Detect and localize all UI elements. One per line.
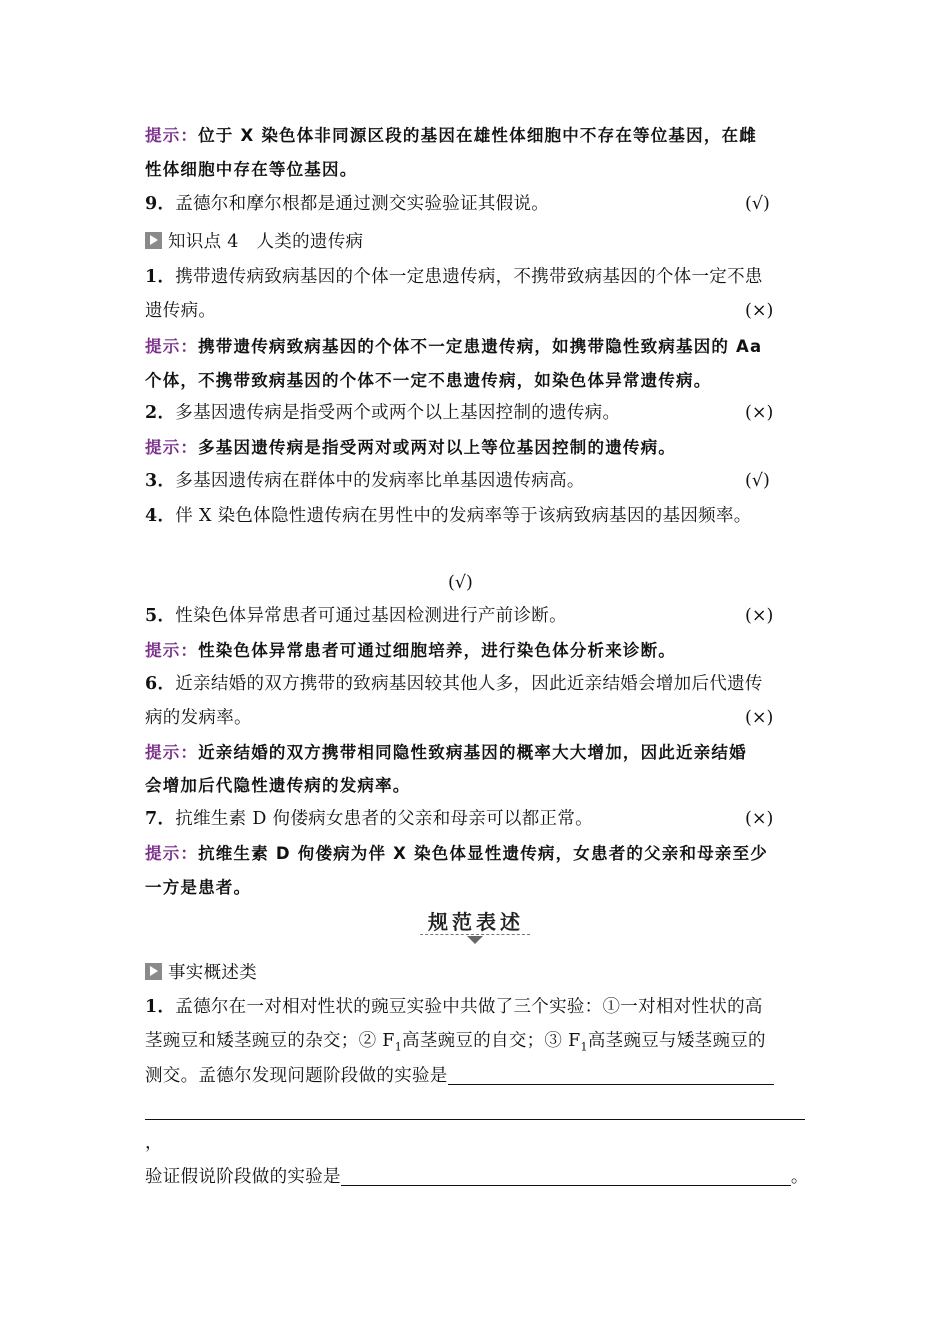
hint-text: 多基因遗传病是指受两对或两对以上等位基因控制的遗传病。 (198, 438, 677, 457)
question-text: 多基因遗传病是指受两个或两个以上基因控制的遗传病。 (175, 403, 621, 423)
question-text: 病的发病率。 (145, 708, 252, 728)
hint-line (145, 839, 815, 869)
section-title: 事实概述类 (168, 963, 257, 983)
answer-mark: (√) (448, 573, 473, 593)
question-text: 性染色体异常患者可通过基因检测进行产前诊断。 (175, 606, 567, 626)
answer-mark: (×) (745, 809, 774, 829)
question-text: 携带遗传病致病基因的个体一定患遗传病，不携带致病基因的个体一定不患 (175, 267, 763, 287)
question-text: 抗维生素 D 佝偻病女患者的父亲和母亲可以都正常。 (175, 809, 593, 829)
hint-text: 抗维生素 D 佝偻病为伴 X 染色体显性遗传病，女患者的父亲和母亲至少 (198, 844, 769, 863)
hint-line (145, 121, 815, 151)
question-1-cont (145, 296, 815, 326)
question-6 (145, 669, 815, 699)
question-number: 2． (145, 403, 176, 423)
exercise-1-line4 (145, 1096, 815, 1126)
question-5 (145, 601, 815, 631)
question-text: 验证假说阶段做的实验是 (145, 1167, 341, 1187)
hint-line (145, 332, 815, 362)
section-banner-title: 规范表述 (428, 910, 524, 934)
question-4 (145, 501, 815, 531)
answer-mark: (×) (745, 403, 774, 423)
exercise-1-line5 (145, 1128, 815, 1158)
hint-text: 个体，不携带致病基因的个体不一定不患遗传病，如染色体异常遗传病。 (145, 371, 712, 390)
question-number: 6． (145, 674, 176, 694)
punctuation: ， (145, 1133, 163, 1153)
hint-label: 提示： (145, 337, 199, 356)
answer-mark: (×) (745, 708, 774, 728)
question-text: 测交。孟德尔发现问题阶段做的实验是 (145, 1066, 448, 1086)
answer-blank[interactable] (341, 1165, 791, 1186)
section-heading (145, 958, 815, 988)
answer-blank[interactable] (448, 1064, 774, 1085)
question-number: 1． (145, 267, 176, 287)
question-text: 遗传病。 (145, 301, 217, 321)
question-9 (145, 189, 815, 219)
question-text: 高茎豌豆的自交；③ F (402, 1031, 581, 1051)
hint-label: 提示： (145, 844, 199, 863)
exercise-1-line6 (145, 1162, 815, 1192)
question-2 (145, 398, 815, 428)
down-triangle-icon (467, 936, 483, 944)
question-number: 5． (145, 606, 176, 626)
hint-line (145, 771, 815, 801)
question-text: 伴 X 染色体隐性遗传病在男性中的发病率等于该病致病基因的基因频率。 (175, 506, 752, 526)
question-number: 1． (145, 997, 176, 1017)
question-number: 3． (145, 471, 176, 491)
hint-line (145, 636, 815, 666)
hint-line (145, 873, 815, 903)
question-1 (145, 262, 815, 292)
banner-rule (420, 934, 530, 935)
exercise-1-line3 (145, 1061, 815, 1091)
play-triangle-icon (145, 232, 162, 249)
hint-text: 性体细胞中存在等位基因。 (145, 160, 358, 179)
hint-label: 提示： (145, 641, 199, 660)
question-text: 孟德尔和摩尔根都是通过测交实验验证其假说。 (175, 194, 550, 214)
hint-text: 性染色体异常患者可通过细胞培养，进行染色体分析来诊断。 (198, 641, 677, 660)
hint-text: 携带遗传病致病基因的个体不一定患遗传病，如携带隐性致病基因的 Aa (198, 337, 763, 356)
question-text: 高茎豌豆与矮茎豌豆的 (587, 1031, 766, 1051)
question-number: 7． (145, 809, 176, 829)
question-text: 多基因遗传病在群体中的发病率比单基因遗传病高。 (175, 471, 585, 491)
answer-mark: (×) (745, 301, 774, 321)
section-title: 知识点 4 人类的遗传病 (168, 232, 364, 252)
question-number: 4． (145, 506, 176, 526)
hint-line (145, 433, 815, 463)
question-text: 近亲结婚的双方携带的致病基因较其他人多，因此近亲结婚会增加后代遗传 (175, 674, 763, 694)
subscript: 1 (394, 1040, 403, 1054)
hint-line (145, 155, 815, 185)
play-triangle-icon (145, 963, 162, 980)
section-heading (145, 227, 815, 257)
subscript: 1 (580, 1040, 588, 1054)
hint-text: 位于 X 染色体非同源区段的基因在雄性体细胞中不存在等位基因，在雌 (198, 126, 757, 145)
hint-text: 会增加后代隐性遗传病的发病率。 (145, 776, 411, 795)
hint-text: 一方是患者。 (145, 878, 252, 897)
question-text: 茎豌豆和矮茎豌豆的杂交；② F (145, 1031, 395, 1051)
answer-mark: (√) (745, 471, 770, 491)
question-6-cont (145, 703, 815, 733)
punctuation: 。 (790, 1167, 809, 1187)
hint-label: 提示： (145, 743, 199, 762)
exercise-1-line2 (145, 1026, 815, 1063)
hint-label: 提示： (145, 438, 199, 457)
hint-line (145, 738, 815, 768)
answer-mark: (√) (745, 194, 770, 214)
question-3 (145, 466, 815, 496)
answer-blank[interactable] (145, 1099, 805, 1120)
hint-line (145, 366, 815, 396)
question-7 (145, 804, 815, 834)
hint-label: 提示： (145, 126, 199, 145)
question-text: 孟德尔在一对相对性状的豌豆实验中共做了三个实验：①一对相对性状的高 (175, 997, 763, 1017)
answer-mark: (×) (745, 606, 774, 626)
hint-text: 近亲结婚的双方携带相同隐性致病基因的概率大大增加，因此近亲结婚 (198, 743, 747, 762)
exercise-1 (145, 992, 815, 1022)
question-number: 9． (145, 194, 176, 214)
